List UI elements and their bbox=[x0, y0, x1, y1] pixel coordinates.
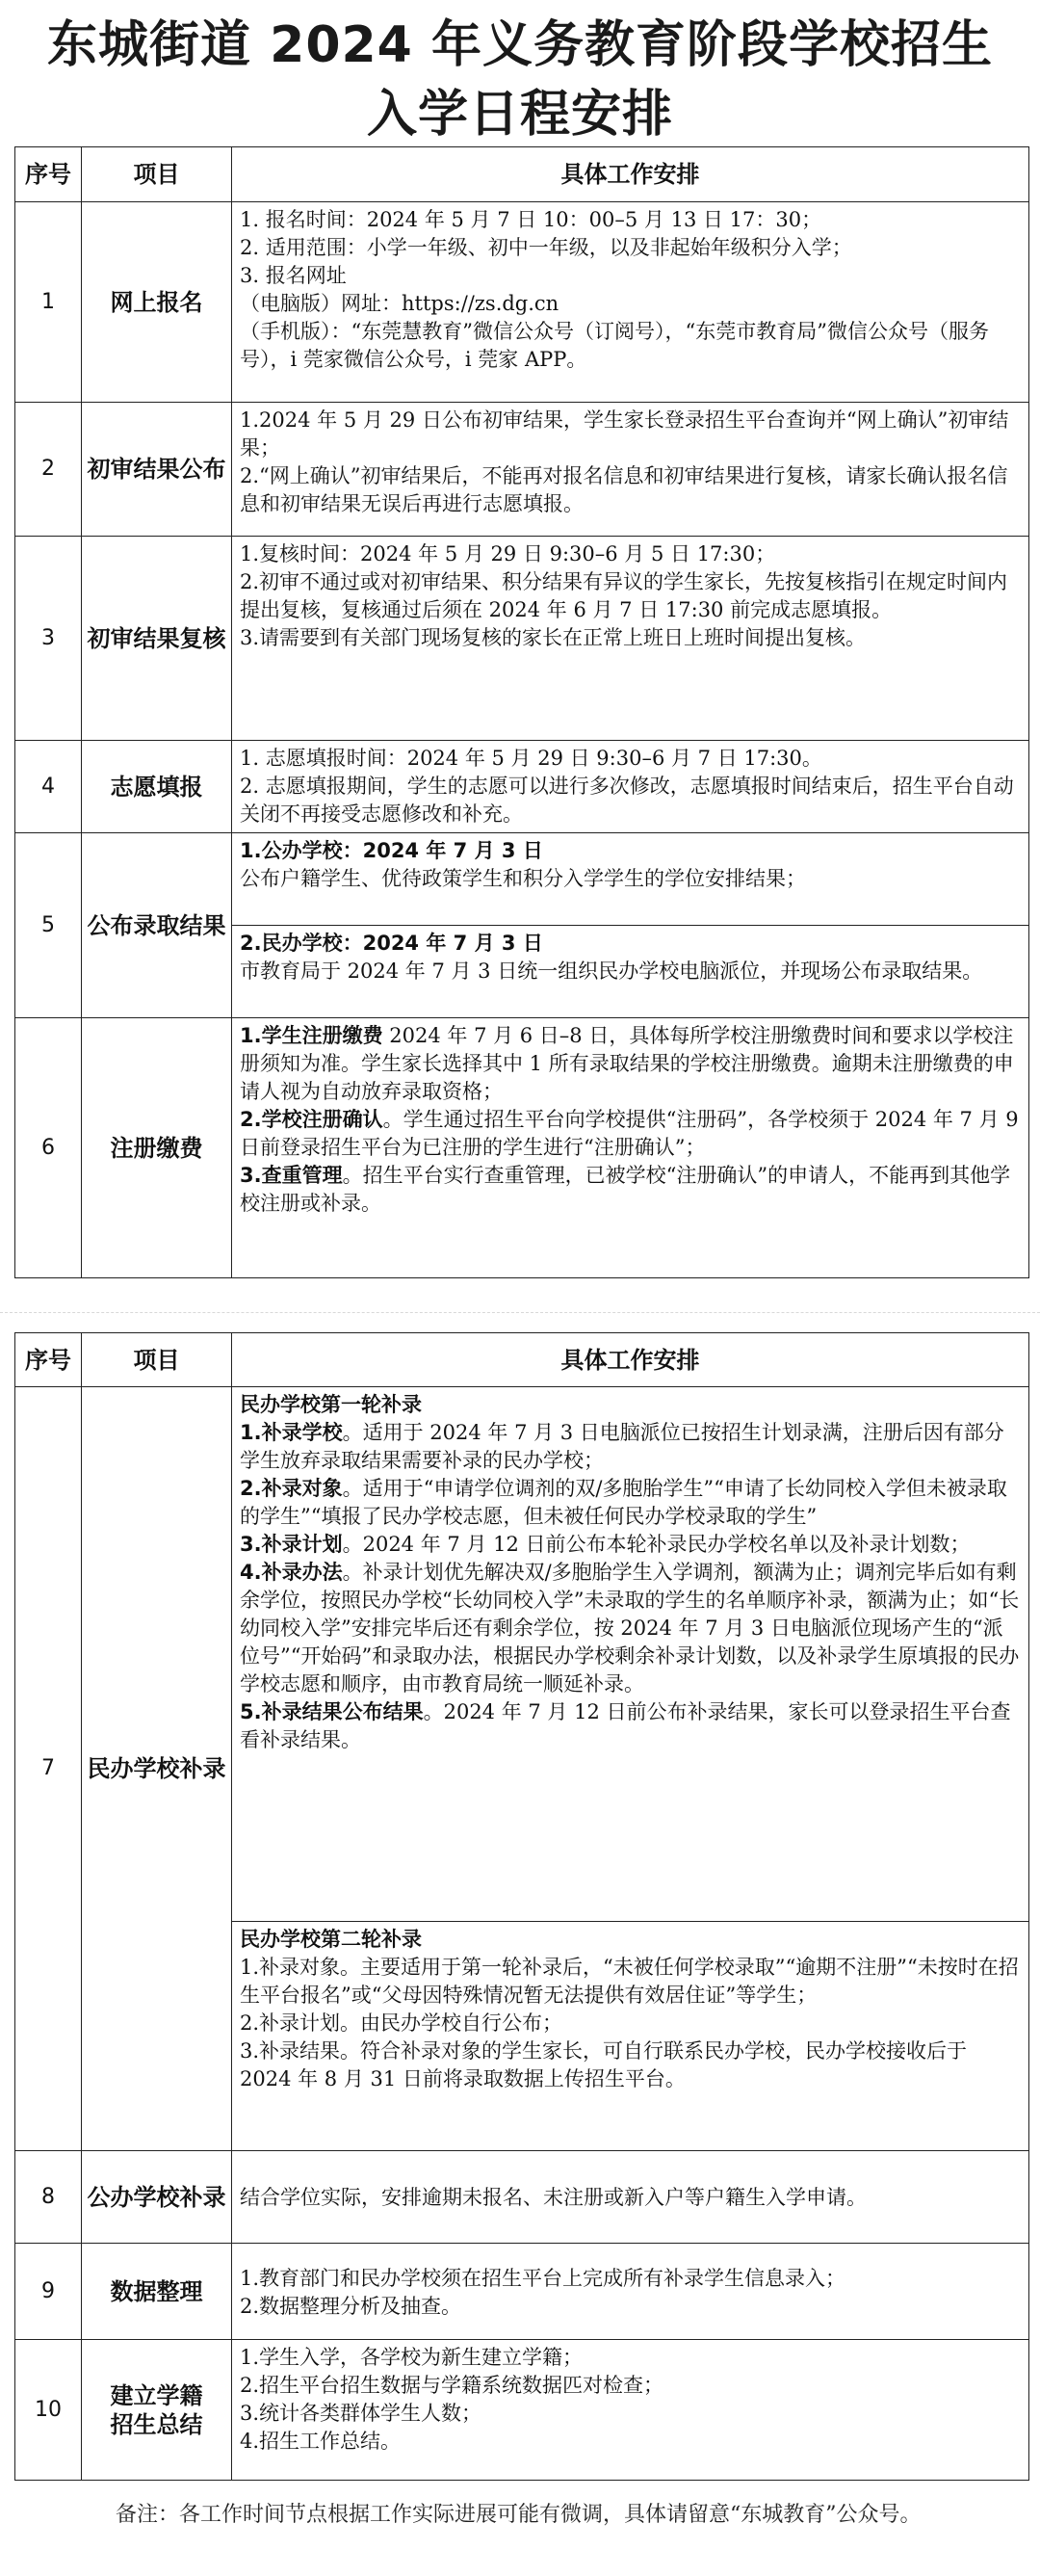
detail-line bbox=[240, 1022, 1021, 1106]
table-row bbox=[15, 2151, 1029, 2244]
detail-label: 3.查重管理 bbox=[240, 1164, 343, 1187]
row-detail bbox=[232, 537, 1029, 741]
footnote: 备注：各工作时间节点根据工作实际进展可能有微调，具体请留意“东城教育”公众号。 bbox=[116, 2503, 922, 2527]
schedule-table-page2 bbox=[14, 1332, 1029, 2481]
row-detail bbox=[232, 202, 1029, 403]
row-item: 初审结果公布 bbox=[82, 403, 232, 537]
header-item: 项目 bbox=[82, 147, 232, 202]
detail-line: 3.请需要到有关部门现场复核的家长在正常上班日上班时间提出复核。 bbox=[240, 626, 867, 649]
detail-line bbox=[240, 1698, 1021, 1754]
detail-line: 2.初审不通过或对初审结果、积分结果有异议的学生家长，先按复核指引在规定时间内提出复核，复核通过后须在 2024 年 6 月 7 日 17:30 前完成志愿填报。 bbox=[240, 570, 1008, 621]
detail-text: 。学生通过招生平台向学校提供“注册码”，各学校须于 2024 年 7 月 9 日前登录招生平台为已注册的学生进行“注册确认”； bbox=[240, 1108, 1019, 1159]
row-item: 数据整理 bbox=[82, 2244, 232, 2340]
detail-text: 。补录计划优先解决双/多胞胎学生入学调剂，额满为止；调剂完毕后如有剩余学位，按照民办学校“长幼同校入学”未录取的学生的名单顺序补录，额满为止；如“长幼同校入学”安排完毕后还有剩余学位，按 2024 年 7 月 3 日电脑派位现场产生的“派位号”“开始码”和录取办法，根据民办学校剩余补录计划数，以及补录学生原填报的民办学校志愿和顺序，由市教育局统一顺延补录。 bbox=[240, 1561, 1020, 1695]
detail-line: 3.统计各类群体学生人数； bbox=[240, 2402, 482, 2425]
table-row bbox=[15, 403, 1029, 537]
row-number: 7 bbox=[15, 1387, 82, 2151]
header-detail: 具体工作安排 bbox=[232, 147, 1029, 202]
header-no: 序号 bbox=[15, 1333, 82, 1387]
detail-line: （电脑版）网址：https://zs.dg.cn bbox=[240, 292, 559, 315]
row-detail bbox=[232, 2340, 1029, 2481]
table-row bbox=[15, 1018, 1029, 1278]
row-item: 志愿填报 bbox=[82, 741, 232, 833]
detail-line: 1. 报名时间：2024 年 5 月 7 日 10：00–5 月 13 日 17：30； bbox=[240, 208, 822, 231]
row-detail-round2 bbox=[232, 1922, 1029, 2151]
round2-title: 民办学校第二轮补录 bbox=[240, 1928, 422, 1951]
detail-text: 。招生平台实行查重管理，已被学校“注册确认”的申请人，不能再到其他学校注册或补录。 bbox=[240, 1164, 1011, 1215]
row-item: 公布录取结果 bbox=[82, 833, 232, 1018]
detail-subtitle: 2.民办学校：2024 年 7 月 3 日 bbox=[240, 932, 543, 955]
row-detail bbox=[232, 2151, 1029, 2244]
detail-text: 。适用于 2024 年 7 月 3 日电脑派位已按招生计划录满，注册后因有部分学生放弃录取结果需要补录的民办学校； bbox=[240, 1421, 1004, 1472]
row-item-line: 招生总结 bbox=[110, 2410, 203, 2438]
detail-label: 2.补录对象 bbox=[240, 1477, 343, 1500]
detail-line: 3. 报名网址 bbox=[240, 264, 347, 287]
table-row bbox=[15, 833, 1029, 926]
detail-line: 公布户籍学生、优待政策学生和积分入学学生的学位安排结果； bbox=[240, 867, 806, 890]
row-detail bbox=[232, 741, 1029, 833]
detail-label: 1.补录学校 bbox=[240, 1421, 343, 1444]
detail-label: 5.补录结果公布结果 bbox=[240, 1700, 424, 1723]
table-row bbox=[15, 202, 1029, 403]
row-number: 10 bbox=[15, 2340, 82, 2481]
row-detail-public bbox=[232, 833, 1029, 926]
detail-label: 1.学生注册缴费 bbox=[240, 1024, 383, 1047]
row-detail bbox=[232, 403, 1029, 537]
detail-line: 1. 志愿填报时间：2024 年 5 月 29 日 9:30–6 月 7 日 17:30。 bbox=[240, 747, 822, 770]
table-row bbox=[15, 2340, 1029, 2481]
detail-line bbox=[240, 1162, 1021, 1218]
detail-text: 。适用于“申请学位调剂的双/多胞胎学生”“申请了长幼同校入学但未被录取的学生”“填报了民办学校志愿，但未被任何民办学校录取的学生” bbox=[240, 1477, 1007, 1528]
row-detail bbox=[232, 2244, 1029, 2340]
detail-subtitle: 1.公办学校：2024 年 7 月 3 日 bbox=[240, 839, 543, 862]
detail-line bbox=[240, 1531, 1021, 1559]
detail-line: 1.教育部门和民办学校须在招生平台上完成所有补录学生信息录入； bbox=[240, 2266, 846, 2290]
row-number: 3 bbox=[15, 537, 82, 741]
row-number: 9 bbox=[15, 2244, 82, 2340]
table-row bbox=[15, 2244, 1029, 2340]
detail-text: 2024 年 7 月 6 日–8 日，具体每所学校注册缴费时间和要求以学校注册须知为准。学生家长选择其中 1 所有录取结果的学校注册缴费。逾期未注册缴费的申请人视为自动放弃录取资格； bbox=[240, 1024, 1014, 1103]
detail-line: 1.学生入学，各学校为新生建立学籍； bbox=[240, 2346, 584, 2369]
header-item: 项目 bbox=[82, 1333, 232, 1387]
detail-line bbox=[240, 1475, 1021, 1531]
table-header-row bbox=[15, 1333, 1029, 1387]
page-title-line2: 入学日程安排 bbox=[366, 86, 673, 144]
detail-line: 市教育局于 2024 年 7 月 3 日统一组织民办学校电脑派位，并现场公布录取结果。 bbox=[240, 959, 983, 983]
detail-line: 2.招生平台招生数据与学籍系统数据匹对检查； bbox=[240, 2374, 664, 2397]
schedule-table-page1 bbox=[14, 146, 1029, 1278]
page-title-line1: 东城街道 2024 年义务教育阶段学校招生 bbox=[47, 16, 993, 74]
row-item-line: 建立学籍 bbox=[110, 2381, 203, 2409]
detail-text: 。2024 年 7 月 12 日前公布本轮补录民办学校名单以及补录计划数； bbox=[342, 1533, 971, 1556]
row-item: 注册缴费 bbox=[82, 1018, 232, 1278]
detail-line: 1.复核时间：2024 年 5 月 29 日 9:30–6 月 5 日 17:30； bbox=[240, 542, 776, 565]
row-number: 1 bbox=[15, 202, 82, 403]
detail-text: 。2024 年 7 月 12 日前公布补录结果，家长可以登录招生平台查看补录结果。 bbox=[240, 1700, 1011, 1751]
table-row bbox=[15, 1387, 1029, 1922]
row-number: 2 bbox=[15, 403, 82, 537]
detail-label: 2.学校注册确认 bbox=[240, 1108, 383, 1131]
row-number: 8 bbox=[15, 2151, 82, 2244]
page-break bbox=[0, 1312, 1040, 1313]
round1-title: 民办学校第一轮补录 bbox=[240, 1393, 422, 1416]
header-detail: 具体工作安排 bbox=[232, 1333, 1029, 1387]
row-item: 民办学校补录 bbox=[82, 1387, 232, 2151]
row-detail-round1 bbox=[232, 1387, 1029, 1922]
detail-line bbox=[240, 1419, 1021, 1475]
detail-line bbox=[240, 1106, 1021, 1162]
row-item: 初审结果复核 bbox=[82, 537, 232, 741]
table-row bbox=[15, 741, 1029, 833]
detail-line: 1.补录对象。主要适用于第一轮补录后，“未被任何学校录取”“逾期不注册”“未按时在招生平台报名”或“父母因特殊情况暂无法提供有效居住证”等学生； bbox=[240, 1956, 1019, 2007]
detail-line: （手机版）：“东莞慧教育”微信公众号（订阅号），“东莞市教育局”微信公众号（服务号），i 莞家微信公众号，i 莞家 APP。 bbox=[240, 320, 989, 371]
row-item bbox=[82, 2340, 232, 2481]
detail-line: 3.补录结果。符合补录对象的学生家长，可自行联系民办学校，民办学校接收后于 2024 年 8 月 31 日前将录取数据上传招生平台。 bbox=[240, 2039, 968, 2090]
row-number: 6 bbox=[15, 1018, 82, 1278]
detail-line: 4.招生工作总结。 bbox=[240, 2430, 402, 2453]
row-item: 网上报名 bbox=[82, 202, 232, 403]
detail-label: 3.补录计划 bbox=[240, 1533, 343, 1556]
detail-label: 4.补录办法 bbox=[240, 1561, 343, 1584]
row-number: 5 bbox=[15, 833, 82, 1018]
detail-line: 结合学位实际，安排逾期未报名、未注册或新入户等户籍生入学申请。 bbox=[240, 2186, 867, 2209]
row-number: 4 bbox=[15, 741, 82, 833]
detail-line bbox=[240, 1559, 1021, 1698]
detail-line: 2.数据整理分析及抽查。 bbox=[240, 2294, 462, 2318]
table-row bbox=[15, 537, 1029, 741]
table-header-row bbox=[15, 147, 1029, 202]
row-detail-private bbox=[232, 926, 1029, 1018]
detail-line: 2.补录计划。由民办学校自行公布； bbox=[240, 2011, 563, 2035]
header-no: 序号 bbox=[15, 147, 82, 202]
detail-line: 2.“网上确认”初审结果后，不能再对报名信息和初审结果进行复核，请家长确认报名信息和初审结果无误后再进行志愿填报。 bbox=[240, 464, 1008, 515]
detail-line: 2. 志愿填报期间，学生的志愿可以进行多次修改，志愿填报时间结束后，招生平台自动关闭不再接受志愿修改和补充。 bbox=[240, 775, 1014, 826]
detail-line: 1.2024 年 5 月 29 日公布初审结果，学生家长登录招生平台查询并“网上确认”初审结果； bbox=[240, 408, 1009, 460]
row-detail bbox=[232, 1018, 1029, 1278]
row-item: 公办学校补录 bbox=[82, 2151, 232, 2244]
detail-line: 2. 适用范围：小学一年级、初中一年级，以及非起始年级积分入学； bbox=[240, 236, 852, 259]
